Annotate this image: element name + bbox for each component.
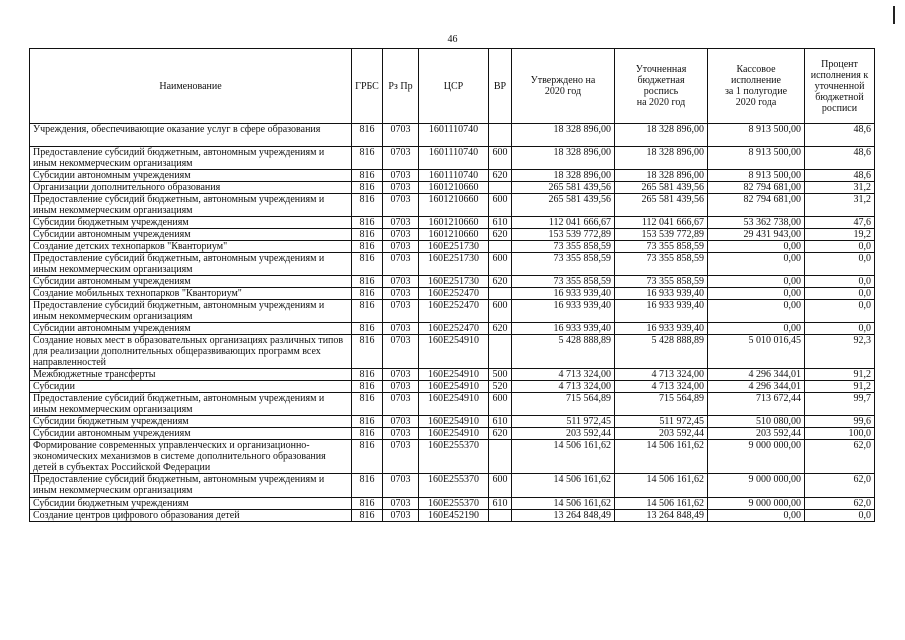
table-row xyxy=(30,474,875,498)
row-approved: 4 713 324,00 xyxy=(512,381,615,393)
row-csr: 1601110740 xyxy=(419,147,489,170)
row-percent: 0,0 xyxy=(805,300,875,323)
row-vr xyxy=(489,335,512,369)
row-vr: 600 xyxy=(489,147,512,170)
row-grbs: 816 xyxy=(352,253,383,276)
row-grbs: 816 xyxy=(352,170,383,182)
row-percent: 0,0 xyxy=(805,253,875,276)
row-percent: 91,2 xyxy=(805,369,875,381)
row-approved: 153 539 772,89 xyxy=(512,229,615,241)
row-vr: 520 xyxy=(489,381,512,393)
row-grbs: 816 xyxy=(352,335,383,369)
row-csr: 1601210660 xyxy=(419,194,489,217)
row-rzpr: 0703 xyxy=(383,335,419,369)
row-refined: 112 041 666,67 xyxy=(615,217,708,229)
row-name: Предоставление субсидий бюджетным, автономным учреждениям и иным некоммерческим организациям xyxy=(30,194,352,217)
row-rzpr: 0703 xyxy=(383,182,419,194)
row-grbs: 816 xyxy=(352,393,383,416)
row-csr: 160E254910 xyxy=(419,369,489,381)
row-cash: 82 794 681,00 xyxy=(708,194,805,217)
row-rzpr: 0703 xyxy=(383,229,419,241)
row-vr xyxy=(489,182,512,194)
table-row xyxy=(30,323,875,335)
row-refined: 265 581 439,56 xyxy=(615,182,708,194)
row-rzpr: 0703 xyxy=(383,510,419,522)
row-csr: 1601210660 xyxy=(419,217,489,229)
row-approved: 18 328 896,00 xyxy=(512,147,615,170)
row-csr: 160E252470 xyxy=(419,300,489,323)
row-vr: 500 xyxy=(489,369,512,381)
table-row xyxy=(30,369,875,381)
table-row xyxy=(30,335,875,369)
table-row xyxy=(30,381,875,393)
row-percent: 91,2 xyxy=(805,381,875,393)
row-refined: 511 972,45 xyxy=(615,416,708,428)
col-header-csr: ЦСР xyxy=(419,49,489,124)
row-approved: 16 933 939,40 xyxy=(512,300,615,323)
row-vr: 600 xyxy=(489,253,512,276)
row-rzpr: 0703 xyxy=(383,194,419,217)
row-rzpr: 0703 xyxy=(383,253,419,276)
row-approved: 265 581 439,56 xyxy=(512,194,615,217)
row-vr: 620 xyxy=(489,428,512,440)
row-csr: 160E252470 xyxy=(419,323,489,335)
row-approved: 4 713 324,00 xyxy=(512,369,615,381)
row-approved: 14 506 161,62 xyxy=(512,474,615,498)
row-refined: 16 933 939,40 xyxy=(615,323,708,335)
row-refined: 13 264 848,49 xyxy=(615,510,708,522)
row-vr: 620 xyxy=(489,276,512,288)
row-rzpr: 0703 xyxy=(383,393,419,416)
row-approved: 16 933 939,40 xyxy=(512,288,615,300)
row-percent: 92,3 xyxy=(805,335,875,369)
table-row xyxy=(30,300,875,323)
row-csr: 160E255370 xyxy=(419,474,489,498)
col-header-refined: Уточненная бюджетная роспись на 2020 год xyxy=(615,49,708,124)
row-vr: 600 xyxy=(489,474,512,498)
row-approved: 203 592,44 xyxy=(512,428,615,440)
row-name: Субсидии бюджетным учреждениям xyxy=(30,498,352,510)
row-refined: 14 506 161,62 xyxy=(615,440,708,474)
row-name: Учреждения, обеспечивающие оказание услуг в сфере образования xyxy=(30,124,352,147)
row-refined: 16 933 939,40 xyxy=(615,300,708,323)
row-percent: 19,2 xyxy=(805,229,875,241)
row-cash: 0,00 xyxy=(708,300,805,323)
row-rzpr: 0703 xyxy=(383,428,419,440)
col-header-name: Наименование xyxy=(30,49,352,124)
row-rzpr: 0703 xyxy=(383,276,419,288)
row-vr: 620 xyxy=(489,323,512,335)
row-name: Субсидии xyxy=(30,381,352,393)
row-rzpr: 0703 xyxy=(383,241,419,253)
row-approved: 511 972,45 xyxy=(512,416,615,428)
row-approved: 14 506 161,62 xyxy=(512,498,615,510)
table-row xyxy=(30,416,875,428)
table-row xyxy=(30,147,875,170)
row-cash: 5 010 016,45 xyxy=(708,335,805,369)
row-percent: 62,0 xyxy=(805,498,875,510)
row-vr: 610 xyxy=(489,217,512,229)
row-percent: 99,7 xyxy=(805,393,875,416)
row-csr: 160E252470 xyxy=(419,288,489,300)
row-grbs: 816 xyxy=(352,276,383,288)
row-cash: 9 000 000,00 xyxy=(708,498,805,510)
row-refined: 16 933 939,40 xyxy=(615,288,708,300)
row-grbs: 816 xyxy=(352,498,383,510)
col-header-cash: Кассовое исполнение за 1 полугодие 2020 года xyxy=(708,49,805,124)
row-approved: 73 355 858,59 xyxy=(512,253,615,276)
row-vr: 600 xyxy=(489,194,512,217)
row-grbs: 816 xyxy=(352,381,383,393)
row-csr: 160E254910 xyxy=(419,381,489,393)
table-row xyxy=(30,241,875,253)
row-name: Субсидии автономным учреждениям xyxy=(30,428,352,440)
row-rzpr: 0703 xyxy=(383,147,419,170)
row-csr: 160E251730 xyxy=(419,241,489,253)
row-vr xyxy=(489,440,512,474)
row-vr xyxy=(489,510,512,522)
row-vr: 610 xyxy=(489,498,512,510)
row-rzpr: 0703 xyxy=(383,288,419,300)
row-percent: 0,0 xyxy=(805,510,875,522)
row-percent: 0,0 xyxy=(805,288,875,300)
row-grbs: 816 xyxy=(352,474,383,498)
table-row xyxy=(30,253,875,276)
row-grbs: 816 xyxy=(352,229,383,241)
row-approved: 5 428 888,89 xyxy=(512,335,615,369)
table-row xyxy=(30,498,875,510)
row-grbs: 816 xyxy=(352,217,383,229)
row-grbs: 816 xyxy=(352,194,383,217)
table-row xyxy=(30,194,875,217)
col-header-vr: ВР xyxy=(489,49,512,124)
table-row xyxy=(30,217,875,229)
row-vr: 610 xyxy=(489,416,512,428)
row-grbs: 816 xyxy=(352,124,383,147)
col-header-percent: Процент исполнения к уточненной бюджетной росписи xyxy=(805,49,875,124)
row-csr: 160E254910 xyxy=(419,416,489,428)
row-refined: 4 713 324,00 xyxy=(615,369,708,381)
row-refined: 18 328 896,00 xyxy=(615,124,708,147)
row-cash: 8 913 500,00 xyxy=(708,170,805,182)
row-refined: 14 506 161,62 xyxy=(615,498,708,510)
row-name: Предоставление субсидий бюджетным, автономным учреждениям и иным некоммерческим организациям xyxy=(30,300,352,323)
row-rzpr: 0703 xyxy=(383,440,419,474)
row-percent: 47,6 xyxy=(805,217,875,229)
row-cash: 0,00 xyxy=(708,323,805,335)
row-name: Субсидии автономным учреждениям xyxy=(30,323,352,335)
row-csr: 160E255370 xyxy=(419,498,489,510)
row-cash: 0,00 xyxy=(708,253,805,276)
row-cash: 0,00 xyxy=(708,241,805,253)
row-approved: 73 355 858,59 xyxy=(512,241,615,253)
row-name: Создание новых мест в образовательных организациях различных типов для реализации дополнительных общеразвивающих программ всех направленностей xyxy=(30,335,352,369)
row-cash: 0,00 xyxy=(708,276,805,288)
row-rzpr: 0703 xyxy=(383,124,419,147)
row-refined: 73 355 858,59 xyxy=(615,241,708,253)
table-row xyxy=(30,276,875,288)
row-refined: 265 581 439,56 xyxy=(615,194,708,217)
row-vr: 600 xyxy=(489,300,512,323)
row-cash: 4 296 344,01 xyxy=(708,381,805,393)
row-rzpr: 0703 xyxy=(383,474,419,498)
row-csr: 1601210660 xyxy=(419,182,489,194)
row-name: Формирование современных управленческих и организационно-экономических механизмов в системе дополнительного образования детей в субъектах Российской Федерации xyxy=(30,440,352,474)
row-approved: 16 933 939,40 xyxy=(512,323,615,335)
row-percent: 31,2 xyxy=(805,182,875,194)
row-name: Субсидии бюджетным учреждениям xyxy=(30,416,352,428)
table-row xyxy=(30,170,875,182)
row-refined: 18 328 896,00 xyxy=(615,147,708,170)
row-refined: 4 713 324,00 xyxy=(615,381,708,393)
table-header-row xyxy=(30,49,875,124)
table-row xyxy=(30,393,875,416)
col-header-grbs: ГРБС xyxy=(352,49,383,124)
row-name: Межбюджетные трансферты xyxy=(30,369,352,381)
row-cash: 53 362 738,00 xyxy=(708,217,805,229)
row-csr: 1601210660 xyxy=(419,229,489,241)
row-cash: 8 913 500,00 xyxy=(708,147,805,170)
row-rzpr: 0703 xyxy=(383,416,419,428)
row-percent: 48,6 xyxy=(805,170,875,182)
row-approved: 715 564,89 xyxy=(512,393,615,416)
row-approved: 112 041 666,67 xyxy=(512,217,615,229)
row-csr: 160E251730 xyxy=(419,253,489,276)
row-grbs: 816 xyxy=(352,300,383,323)
row-vr: 620 xyxy=(489,229,512,241)
row-csr: 160E254910 xyxy=(419,393,489,416)
row-cash: 0,00 xyxy=(708,288,805,300)
table-row xyxy=(30,182,875,194)
row-vr xyxy=(489,124,512,147)
row-percent: 31,2 xyxy=(805,194,875,217)
row-percent: 48,6 xyxy=(805,124,875,147)
row-csr: 160E251730 xyxy=(419,276,489,288)
row-grbs: 816 xyxy=(352,182,383,194)
row-rzpr: 0703 xyxy=(383,300,419,323)
row-grbs: 816 xyxy=(352,323,383,335)
row-cash: 9 000 000,00 xyxy=(708,440,805,474)
row-cash: 8 913 500,00 xyxy=(708,124,805,147)
row-name: Предоставление субсидий бюджетным, автономным учреждениям и иным некоммерческим организациям xyxy=(30,474,352,498)
row-name: Субсидии автономным учреждениям xyxy=(30,229,352,241)
row-percent: 0,0 xyxy=(805,241,875,253)
row-grbs: 816 xyxy=(352,147,383,170)
row-rzpr: 0703 xyxy=(383,381,419,393)
row-grbs: 816 xyxy=(352,241,383,253)
table-row xyxy=(30,124,875,147)
page-number: 46 xyxy=(447,34,458,45)
row-percent: 62,0 xyxy=(805,440,875,474)
row-cash: 29 431 943,00 xyxy=(708,229,805,241)
row-approved: 14 506 161,62 xyxy=(512,440,615,474)
table-row xyxy=(30,288,875,300)
row-csr: 1601110740 xyxy=(419,124,489,147)
row-cash: 203 592,44 xyxy=(708,428,805,440)
row-grbs: 816 xyxy=(352,510,383,522)
col-header-rzpr: Рз Пр xyxy=(383,49,419,124)
row-percent: 62,0 xyxy=(805,474,875,498)
row-name: Организации дополнительного образования xyxy=(30,182,352,194)
row-approved: 18 328 896,00 xyxy=(512,124,615,147)
row-vr: 600 xyxy=(489,393,512,416)
row-grbs: 816 xyxy=(352,416,383,428)
row-name: Субсидии автономным учреждениям xyxy=(30,276,352,288)
row-cash: 9 000 000,00 xyxy=(708,474,805,498)
row-rzpr: 0703 xyxy=(383,170,419,182)
row-vr xyxy=(489,241,512,253)
row-refined: 153 539 772,89 xyxy=(615,229,708,241)
row-refined: 73 355 858,59 xyxy=(615,276,708,288)
table-row xyxy=(30,440,875,474)
row-grbs: 816 xyxy=(352,428,383,440)
row-approved: 265 581 439,56 xyxy=(512,182,615,194)
row-approved: 73 355 858,59 xyxy=(512,276,615,288)
row-cash: 510 080,00 xyxy=(708,416,805,428)
table-body xyxy=(30,124,875,522)
row-rzpr: 0703 xyxy=(383,369,419,381)
col-header-approved: Утверждено на 2020 год xyxy=(512,49,615,124)
row-cash: 0,00 xyxy=(708,510,805,522)
row-csr: 1601110740 xyxy=(419,170,489,182)
row-name: Субсидии автономным учреждениям xyxy=(30,170,352,182)
row-name: Создание детских технопарков "Кванториум" xyxy=(30,241,352,253)
row-cash: 82 794 681,00 xyxy=(708,182,805,194)
row-refined: 14 506 161,62 xyxy=(615,474,708,498)
row-percent: 0,0 xyxy=(805,323,875,335)
row-name: Предоставление субсидий бюджетным, автономным учреждениям и иным некоммерческим организациям xyxy=(30,393,352,416)
row-vr: 620 xyxy=(489,170,512,182)
row-csr: 160E254910 xyxy=(419,335,489,369)
row-name: Предоставление субсидий бюджетным, автономным учреждениям и иным некоммерческим организациям xyxy=(30,147,352,170)
row-approved: 13 264 848,49 xyxy=(512,510,615,522)
row-cash: 4 296 344,01 xyxy=(708,369,805,381)
row-csr: 160E255370 xyxy=(419,440,489,474)
row-refined: 715 564,89 xyxy=(615,393,708,416)
row-csr: 160E254910 xyxy=(419,428,489,440)
row-cash: 713 672,44 xyxy=(708,393,805,416)
row-percent: 99,6 xyxy=(805,416,875,428)
row-percent: 48,6 xyxy=(805,147,875,170)
table-row xyxy=(30,428,875,440)
budget-execution-table xyxy=(29,48,875,522)
scan-edge-mark xyxy=(893,6,895,24)
row-refined: 18 328 896,00 xyxy=(615,170,708,182)
row-rzpr: 0703 xyxy=(383,323,419,335)
row-refined: 5 428 888,89 xyxy=(615,335,708,369)
row-grbs: 816 xyxy=(352,288,383,300)
row-percent: 100,0 xyxy=(805,428,875,440)
row-rzpr: 0703 xyxy=(383,217,419,229)
row-grbs: 816 xyxy=(352,440,383,474)
row-vr xyxy=(489,288,512,300)
row-csr: 160E452190 xyxy=(419,510,489,522)
row-approved: 18 328 896,00 xyxy=(512,170,615,182)
row-percent: 0,0 xyxy=(805,276,875,288)
row-name: Предоставление субсидий бюджетным, автономным учреждениям и иным некоммерческим организациям xyxy=(30,253,352,276)
table-row xyxy=(30,229,875,241)
row-name: Создание мобильных технопарков "Кванториум" xyxy=(30,288,352,300)
row-name: Субсидии бюджетным учреждениям xyxy=(30,217,352,229)
row-name: Создание центров цифрового образования детей xyxy=(30,510,352,522)
row-refined: 73 355 858,59 xyxy=(615,253,708,276)
table-row xyxy=(30,510,875,522)
row-refined: 203 592,44 xyxy=(615,428,708,440)
row-grbs: 816 xyxy=(352,369,383,381)
row-rzpr: 0703 xyxy=(383,498,419,510)
